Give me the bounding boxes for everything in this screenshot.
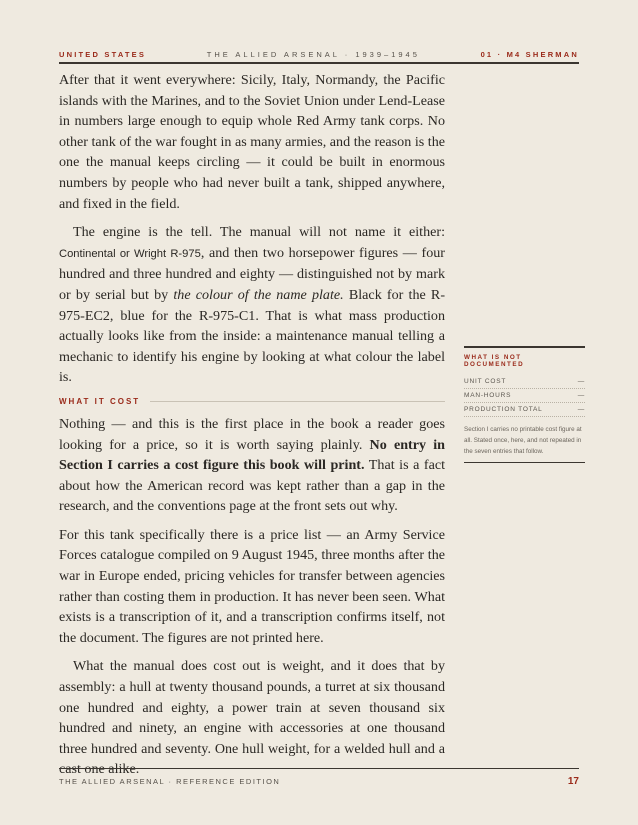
sidebar-row-label: MAN-HOURS: [464, 392, 512, 399]
sidebar-row-value: —: [577, 378, 585, 385]
sidebar-box: [464, 346, 585, 463]
paragraph-3: [59, 414, 445, 517]
section-heading-rule: [150, 401, 445, 402]
header-rule: [59, 62, 579, 64]
sidebar-row: [464, 389, 585, 403]
paragraph-2-text-a: The engine is the tell. The manual will not name it either:: [73, 224, 445, 241]
engine-name-inline: Continental or Wright R-975: [59, 247, 201, 260]
paragraph-2: [59, 222, 445, 388]
sidebar-row-value: —: [577, 406, 585, 413]
paragraph-2-text-e: Black for the R-975-EC2, blue for the R-975-C1. That is what mass production actually looks like from the inside: a maintenance manual telling a mechanic to identify his engine by looking at what colour the label is.: [59, 286, 446, 386]
running-head-chapter: 01 · M4 SHERMAN: [480, 50, 579, 59]
sidebar-title: WHAT IS NOT DOCUMENTED: [464, 354, 525, 368]
running-head-book-title: THE ALLIED ARSENAL · 1939–1945: [206, 50, 420, 59]
paragraph-2-text-c: , and then two horsepower figures — four hundred and three hundred and eighty — distinguished not by mark or by serial but by: [59, 244, 446, 303]
sidebar-row-label: PRODUCTION TOTAL: [464, 406, 543, 413]
sidebar-note: Section I carries no printable cost figure at all. Stated once, here, and not repeated in the seven entries that follow.: [464, 426, 582, 455]
section-heading-label: WHAT IT COST: [59, 396, 141, 406]
bold-statement: No entry in Section I carries a cost figure this book will print.: [59, 436, 445, 474]
running-head: [59, 50, 579, 59]
footer-rule: [59, 768, 579, 769]
emphasis-name-plate: the colour of the name plate.: [173, 286, 344, 303]
sidebar-row: [464, 375, 585, 389]
footer-edition: THE ALLIED ARSENAL · REFERENCE EDITION: [59, 777, 281, 786]
paragraph-1: After that it went everywhere: Sicily, Italy, Normandy, the Pacific islands with the Marines, and to the Soviet Union under Lend-Lease in numbers large enough to equip whole Red Army tank corps. No other tank of the war fought in as many armies, and the reason is the one the manual keeps circling — it could be built in enormous numbers by people who had never built a tank, shipped anywhere, and fixed in the field.: [59, 72, 445, 212]
page-number: 17: [567, 776, 579, 787]
footer: [59, 776, 579, 787]
paragraph-5: What the manual does cost out is weight, and it does that by assembly: a hull at twenty thousand pounds, a turret at six thousand one hundred and eighty, a power train at seven thousand six hundred and ninety, an engine with accessories at one thousand three hundred and seventy. One hull weight, for a welded hull and a cast one alike.: [59, 658, 445, 778]
sidebar-bottom-rule: [464, 462, 585, 463]
section-heading: [59, 396, 445, 408]
sidebar-row-label: UNIT COST: [464, 378, 507, 385]
main-column: [59, 70, 445, 788]
sidebar-row: [464, 403, 585, 417]
sidebar-row-value: —: [577, 392, 585, 399]
paragraph-4: For this tank specifically there is a price list — an Army Service Forces catalogue compiled on 9 August 1945, three months after the war in Europe ended, pricing vehicles for transfer between agencies rather than costing them in production. It has never been seen. What exists is a transcription of it, and a transcription confirms itself, not the document. The figures are not printed here.: [59, 526, 445, 646]
paragraph-3-text-c: That is a fact about how the American record was kept rather than a gap in the research, and the conventions page at the front sets out why.: [59, 457, 445, 515]
running-head-country: UNITED STATES: [59, 50, 147, 59]
paragraph-3-text-a: Nothing — and this is the first place in the book a reader goes looking for a price, so it is worth saying plainly.: [59, 415, 445, 453]
